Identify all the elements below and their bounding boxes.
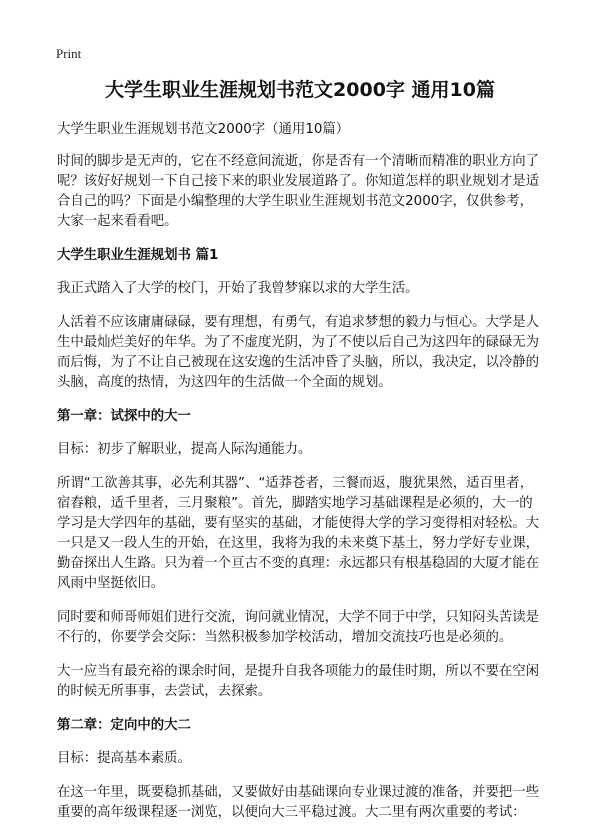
chapter-goal: 目标：提高基本素质。 (57, 751, 191, 766)
chapter-heading: 第一章：试探中的大一 (57, 409, 191, 424)
paragraph: 我正式踏入了大学的校门，开始了我曾梦寐以求的大学生活。 (57, 281, 419, 296)
paragraph: 人活着不应该庸庸碌碌，要有理想，有勇气，有追求梦想的毅力与恒心。大学是人生中最灿烂美好的年华。为了不虚度光阴，为了不使以后自己为这四年的碌碌无为而后悔，为了不让自己被现在这安逸的生活冲昏了头脑，所以，我决定，以冷静的头脑，高度的热情，为这四年的生活做一个全面的规划。 (57, 315, 540, 390)
article-body (57, 120, 543, 837)
paragraph: 大一应当有最充裕的课余时间，是提升自我各项能力的最佳时期，所以不要在空闲的时候无所事事，去尝试，去探索。 (57, 664, 540, 699)
print-link[interactable]: Print (56, 46, 82, 61)
paragraph: 所谓“工欲善其事，必先利其器”、“适莽苍者，三餐而返，腹犹果然，适百里者，宿舂粮，适千里者，三月聚粮”。首先，脚踏实地学习基础课程是必须的，大一的学习是大学四年的基础，要有坚实的基础，才能使得大学的学习变得相对轻松。大一只是又一段人生的开始，在这里，我将为我的未来奠下基土，努力学好专业课，勤奋探出人生路。只为着一个亘古不变的真理：永远都只有根基稳固的大厦才能在风雨中坚挺依旧。 (57, 476, 540, 591)
section-heading: 大学生职业生涯规划书 篇1 (57, 248, 219, 263)
paragraph: 在这一年里，既要稳抓基础，又要做好由基础课向专业课过渡的准备，并要把一些重要的高年级课程逐一浏览，以便向大三平稳过渡。大二里有两次重要的考试： (57, 785, 540, 820)
chapter-goal: 目标：初步了解职业，提高人际沟通能力。 (57, 442, 312, 457)
intro-paragraph: 时间的脚步是无声的，它在不经意间流逝，你是否有一个清晰而精准的职业方向了呢？该好好规划一下自己接下来的职业发展道路了。你知道怎样的职业规划才是适合自己的吗？下面是小编整理的大学生职业生涯规划书范文2000字，仅供参考，大家一起来看看吧。 (57, 154, 540, 229)
page-title: 大学生职业生涯规划书范文2000字 通用10篇 (105, 79, 495, 101)
paragraph: 同时要和师哥师姐们进行交流，询问就业情况，大学不同于中学，只知闷头苦读是不行的，你要学会交际：当然积极参加学校活动，增加交流技巧也是必须的。 (57, 610, 540, 645)
article-subtitle: 大学生职业生涯规划书范文2000字（通用10篇） (57, 122, 350, 137)
chapter-heading: 第二章：定向中的大二 (57, 718, 191, 733)
